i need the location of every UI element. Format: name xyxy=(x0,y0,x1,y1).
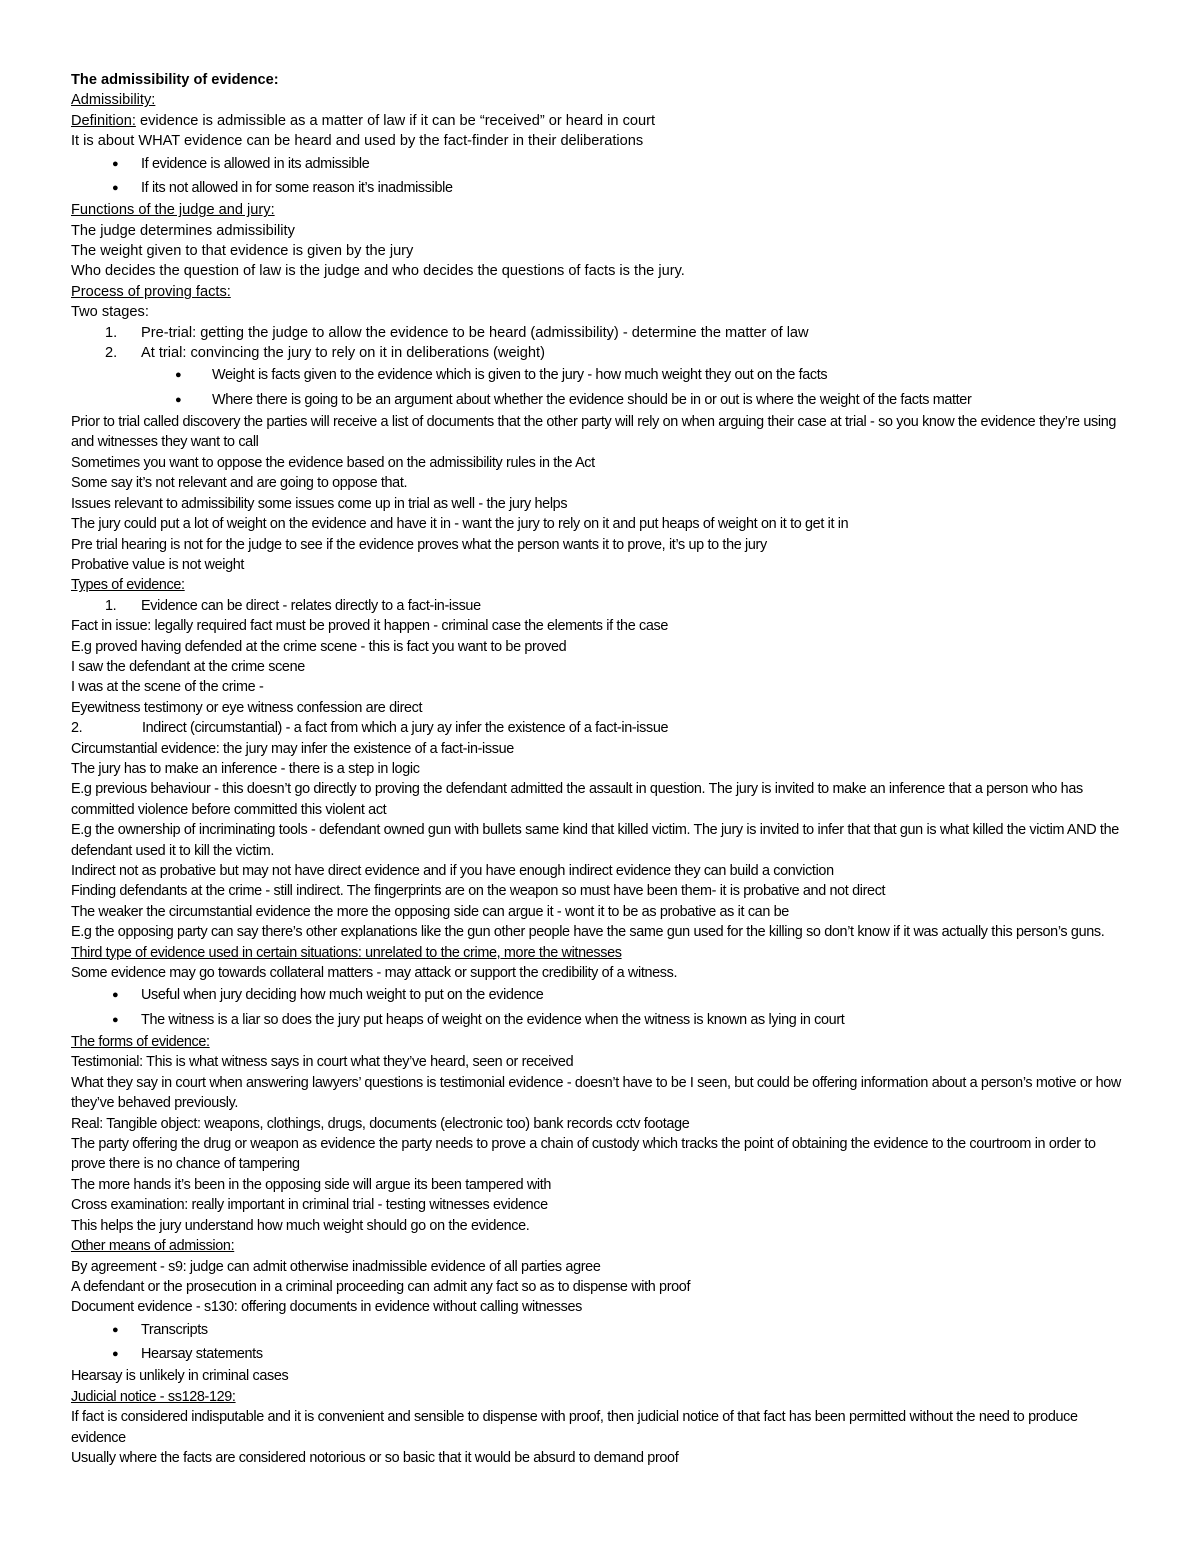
document-body xyxy=(71,70,1131,1468)
paragraph: The party offering the drug or weapon as evidence the party needs to prove a chain of custody which tracks the point of obtaining the evidence to the courtroom in order to prove there is no chance of tampering xyxy=(71,1136,1096,1173)
paragraph: The weaker the circumstantial evidence the more the opposing side can argue it - wont it to be as probative as it can be xyxy=(71,903,789,920)
heading-judicial-notice: Judicial notice - ss128-129: xyxy=(71,1388,236,1405)
paragraph: Probative value is not weight xyxy=(71,556,245,573)
bullet-icon: ● xyxy=(112,1013,119,1026)
sub-bullet-item: ● Weight is facts given to the evidence which is given to the jury - how much weight they out on the facts xyxy=(71,363,1131,387)
paragraph: Finding defendants at the crime - still indirect. The fingerprints are on the weapon so must have been them- it is probative and not direct xyxy=(71,883,886,900)
paragraph: Fact in issue: legally required fact must be proved it happen - criminal case the elements if the case xyxy=(71,618,669,635)
text-line: It is about WHAT evidence can be heard and used by the fact-finder in their deliberations xyxy=(71,133,644,150)
paragraph: Cross examination: really important in criminal trial - testing witnesses evidence xyxy=(71,1197,548,1214)
bullet-item: ● The witness is a liar so does the jury put heaps of weight on the evidence when the witness is known as lying in court xyxy=(71,1008,1131,1032)
text-line: The judge determines admissibility xyxy=(71,222,295,239)
paragraph: Testimonial: This is what witness says in court what they’ve heard, seen or received xyxy=(71,1054,574,1071)
paragraph: I was at the scene of the crime - xyxy=(71,679,264,696)
paragraph: Pre trial hearing is not for the judge to see if the evidence proves what the person wants it to prove, it’s up to the jury xyxy=(71,536,767,553)
paragraph: I saw the defendant at the crime scene xyxy=(71,658,305,675)
numbered-item: 1. Pre-trial: getting the judge to allow the evidence to be heard (admissibility) - determine the matter of law xyxy=(105,324,809,341)
paragraph: E.g proved having defended at the crime scene - this is fact you want to be proved xyxy=(71,638,567,655)
numbered-item: 2. Indirect (circumstantial) - a fact from which a jury ay infer the existence of a fact-in-issue xyxy=(71,720,669,737)
bullet-item: ● If evidence is allowed in its admissible xyxy=(71,152,1131,176)
heading-other-means: Other means of admission: xyxy=(71,1238,235,1255)
definition-label: Definition: xyxy=(71,112,136,129)
paragraph: The jury could put a lot of weight on the evidence and have it in - want the jury to rely on it and put heaps of weight on it to get it in xyxy=(71,516,849,533)
paragraph: Some evidence may go towards collateral matters - may attack or support the credibility of a witness. xyxy=(71,965,678,982)
paragraph: What they say in court when answering lawyers’ questions is testimonial evidence - doesn’t have to be I seen, but could be offering information about a person’s motive or how they’ve behaved previously. xyxy=(71,1074,1121,1112)
paragraph: Issues relevant to admissibility some issues come up in trial as well - the jury helps xyxy=(71,495,568,512)
heading-admissibility: Admissibility: xyxy=(71,92,156,109)
paragraph: Indirect not as probative but may not have direct evidence and if you have enough indirect evidence they can build a conviction xyxy=(71,863,834,879)
paragraph: E.g the ownership of incriminating tools - defendant owned gun with bullets same kind that killed victim. The jury is invited to infer that that gun is what killed the victim AND the defendant used it to kill the victim. xyxy=(71,822,1119,859)
bullet-icon: ● xyxy=(112,157,119,170)
paragraph: The more hands it’s been in the opposing side will argue its been tampered with xyxy=(71,1176,552,1193)
paragraph: If fact is considered indisputable and it is convenient and sensible to dispense with proof, then judicial notice of that fact has been permitted without the need to produce evidence xyxy=(71,1409,1078,1446)
paragraph: Document evidence - s130: offering documents in evidence without calling witnesses xyxy=(71,1299,582,1316)
heading-functions: Functions of the judge and jury: xyxy=(71,202,275,219)
paragraph: Usually where the facts are considered notorious or so basic that it would be absurd to demand proof xyxy=(71,1449,679,1466)
paragraph: Some say it’s not relevant and are going to oppose that. xyxy=(71,475,408,492)
paragraph: Hearsay is unlikely in criminal cases xyxy=(71,1368,289,1385)
definition-line xyxy=(71,111,1131,131)
bullet-item: ● Transcripts xyxy=(71,1318,1131,1342)
bullet-icon: ● xyxy=(175,393,182,406)
sub-bullet-item: ● Where there is going to be an argument about whether the evidence should be in or out is where the weight of the facts matter xyxy=(71,388,1131,412)
paragraph: Real: Tangible object: weapons, clothings, drugs, documents (electronic too) bank records cctv footage xyxy=(71,1115,690,1132)
numbered-item: 2. At trial: convincing the jury to rely on it in deliberations (weight) xyxy=(105,345,545,362)
text-line: Two stages: xyxy=(71,304,149,321)
bullet-item: ● If its not allowed in for some reason it’s inadmissible xyxy=(71,176,1131,200)
paragraph: Circumstantial evidence: the jury may infer the existence of a fact-in-issue xyxy=(71,740,514,757)
paragraph: The jury has to make an inference - there is a step in logic xyxy=(71,760,420,777)
bullet-icon: ● xyxy=(112,181,119,194)
bullet-icon: ● xyxy=(175,369,182,382)
definition-text: evidence is admissible as a matter of law if it can be “received” or heard in court xyxy=(135,112,656,129)
heading-third-type: Third type of evidence used in certain situations: unrelated to the crime, more the witnesses xyxy=(71,944,622,961)
paragraph: E.g the opposing party can say there’s other explanations like the gun other people have the same gun used for the killing so don’t know if it was actually this person’s guns. xyxy=(71,924,1105,941)
paragraph: Prior to trial called discovery the parties will receive a list of documents that the other party will rely on when arguing their case at trial - so you know the evidence they’re using and witnesses they want to call xyxy=(71,414,1117,451)
paragraph: This helps the jury understand how much weight should go on the evidence. xyxy=(71,1217,530,1234)
text-line: Who decides the question of law is the judge and who decides the questions of facts is the jury. xyxy=(71,263,685,280)
bullet-item: ● Hearsay statements xyxy=(71,1342,1131,1366)
heading-types: Types of evidence: xyxy=(71,577,185,594)
bullet-icon: ● xyxy=(112,989,119,1002)
paragraph: A defendant or the prosecution in a criminal proceeding can admit any fact so as to dispense with proof xyxy=(71,1278,691,1295)
text-line: The weight given to that evidence is given by the jury xyxy=(71,243,414,260)
bullet-item: ● Useful when jury deciding how much weight to put on the evidence xyxy=(71,983,1131,1007)
paragraph: E.g previous behaviour - this doesn’t go directly to proving the defendant admitted the assault in question. The jury is invited to make an inference that a person who has committed violence before committed this violent act xyxy=(71,781,1083,818)
heading-forms: The forms of evidence: xyxy=(71,1034,210,1051)
bullet-icon: ● xyxy=(112,1323,119,1336)
numbered-item: 1. Evidence can be direct - relates directly to a fact-in-issue xyxy=(105,597,481,614)
paragraph: By agreement - s9: judge can admit otherwise inadmissible evidence of all parties agree xyxy=(71,1258,601,1275)
heading-process: Process of proving facts: xyxy=(71,283,231,300)
paragraph: Sometimes you want to oppose the evidence based on the admissibility rules in the Act xyxy=(71,454,595,471)
paragraph: Eyewitness testimony or eye witness confession are direct xyxy=(71,699,423,716)
document-title: The admissibility of evidence: xyxy=(71,72,279,88)
bullet-icon: ● xyxy=(112,1348,119,1361)
